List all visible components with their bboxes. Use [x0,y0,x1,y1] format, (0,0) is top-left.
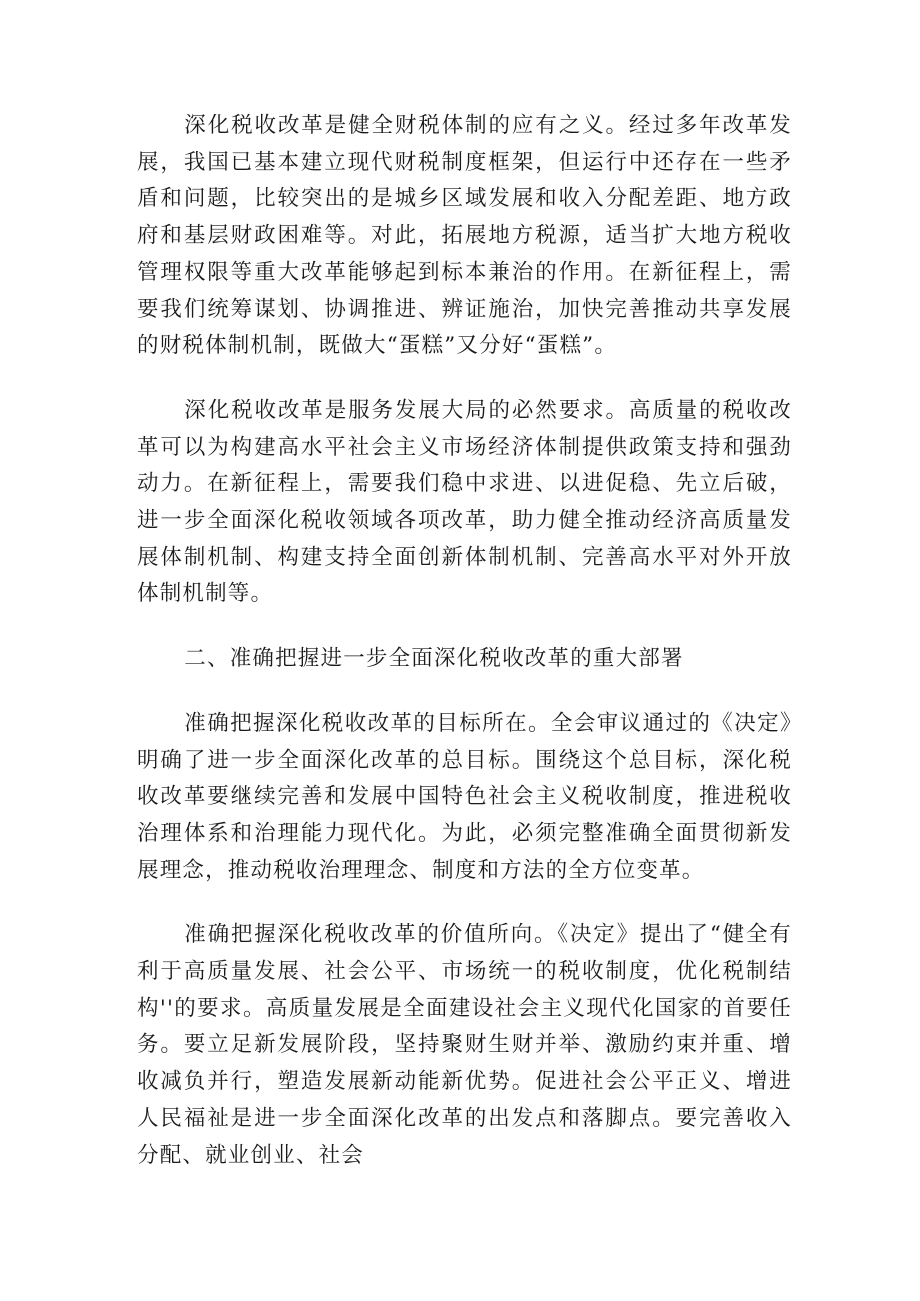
paragraph-development-overall: 深化税收改革是服务发展大局的必然要求。高质量的税收改革可以为构建高水平社会主义市场经济体制提供政策支持和强劲动力。在新征程上，需要我们稳中求进、以进促稳、先立后破，进一步全面深化税收领域各项改革，助力健全推动经济高质量发展体制机制、构建支持全面创新体制机制、完善高水平对外开放体制机制等。 [137,397,792,607]
section-heading: 二、准确把握进一步全面深化税收改革的重大部署 [184,646,684,672]
paragraph-fiscal-system: 深化税收改革是健全财税体制的应有之义。经过多年改革发展，我国已基本建立现代财税制度框架，但运行中还存在一些矛盾和问题，比较突出的是城乡区域发展和收入分配差距、地方政府和基层财政困难等。对此，拓展地方税源，适当扩大地方税收管理权限等重大改革能够起到标本兼治的作用。在新征程上，需要我们统筹谋划、协调推进、辨证施治，加快完善推动共享发展的财税体制机制，既做大“蛋糕”又分好“蛋糕”。 [137,113,792,359]
paragraph-reform-goal: 准确把握深化税收改革的目标所在。全会审议通过的《决定》明确了进一步全面深化改革的总目标。围绕这个总目标，深化税收改革要继续完善和发展中国特色社会主义税收制度，推进税收治理体系和治理能力现代化。为此，必须完整准确全面贯彻新发展理念，推动税收治理理念、制度和方法的全方位变革。 [137,710,792,883]
document-body [137,108,792,1202]
paragraph-reform-value: 准确把握深化税收改革的价值所向。《决定》提出了“健全有利于高质量发展、社会公平、市场统一的税收制度，优化税制结构''的要求。高质量发展是全面建设社会主义现代化国家的首要任务。要立足新发展阶段，坚持聚财生财并举、激励约束并重、增收减负并行，塑造发展新动能新优势。促进社会公平正义、增进人民福祉是进一步全面深化改革的出发点和落脚点。要完善收入分配、就业创业、社会 [137,922,792,1168]
